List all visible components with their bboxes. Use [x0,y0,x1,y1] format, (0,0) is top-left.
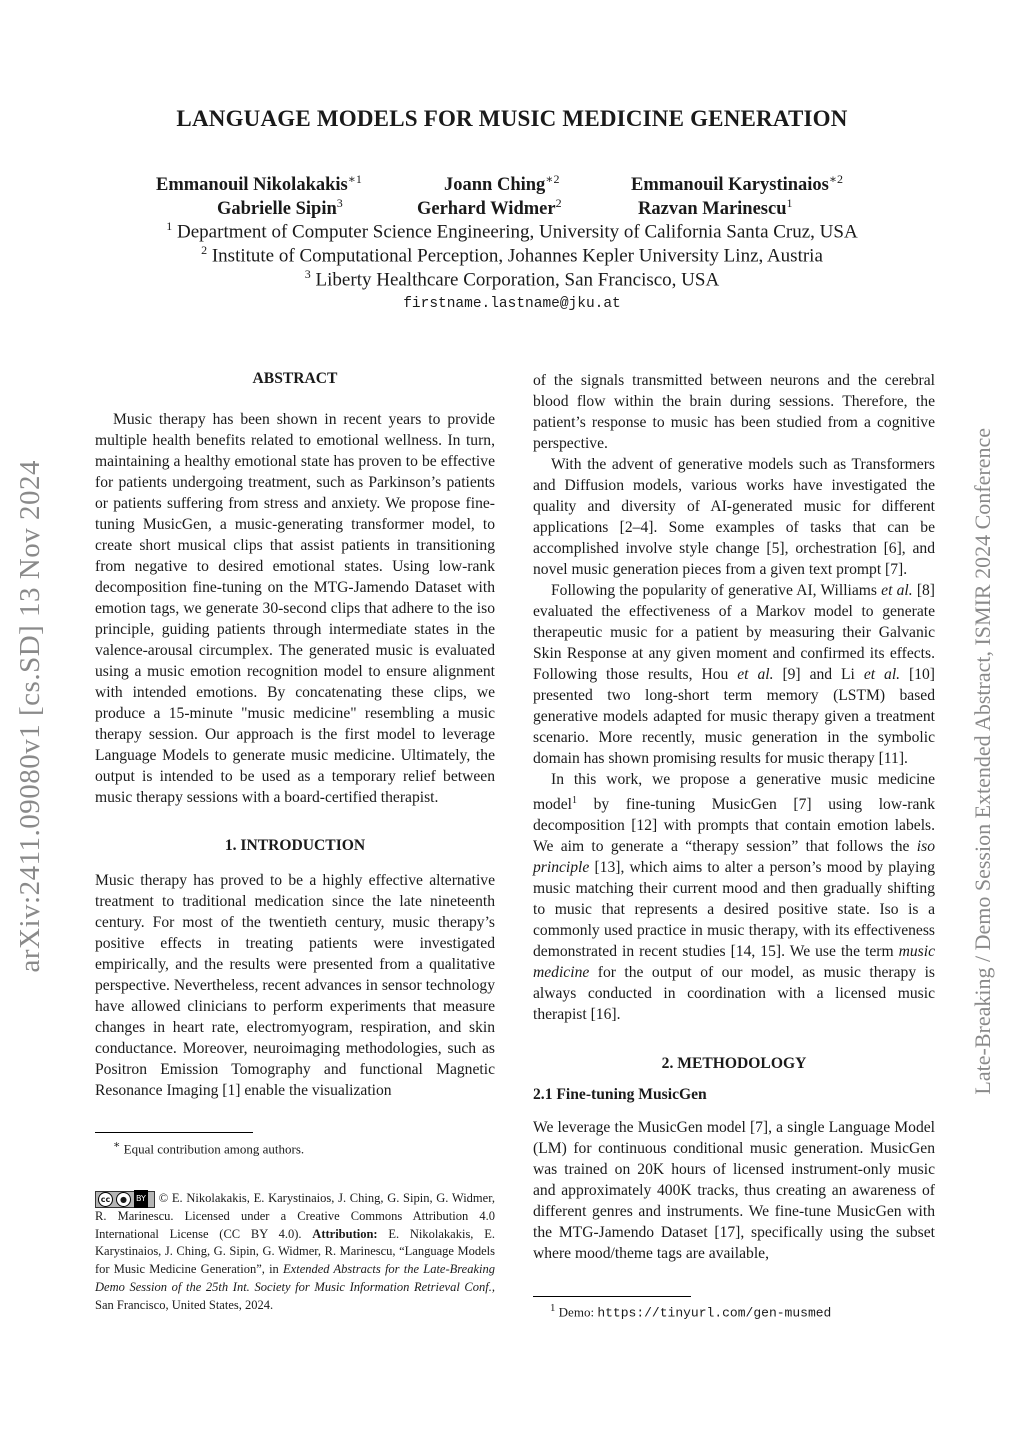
introduction-heading: 1. INTRODUCTION [224,837,366,854]
left-column [95,368,495,1101]
author [444,172,559,196]
footnote-mark: ∗ [113,1139,121,1151]
affiliation-text: Liberty Healthcare Corporation, San Francisco, USA [315,269,720,291]
author [638,196,793,220]
author-mark: ∗1 [347,172,362,186]
by-label: BY [134,1190,148,1208]
license-text: San Francisco, United States, 2024. [95,1297,274,1312]
license-block [95,1190,495,1315]
arxiv-stamp: arXiv:2411.09080v1 [cs.SD] 13 Nov 2024 [14,460,46,973]
author-mark: 3 [336,196,343,210]
paper-title: LANGUAGE MODELS FOR MUSIC MEDICINE GENERATION [176,106,848,131]
author [631,172,843,196]
author [417,196,562,220]
affiliation-number: 2 [201,243,208,257]
demo-link[interactable]: https://tinyurl.com/gen-musmed [597,1305,832,1321]
footnote-text: Demo: [555,1304,598,1320]
author-name: Emmanouil Nikolakakis [156,175,348,196]
subsection-heading: 2.1 Fine-tuning MusicGen [533,1086,707,1104]
author-mark: ∗2 [828,172,844,186]
abstract-heading: ABSTRACT [252,370,338,387]
introduction-paragraph: Following the popularity of generative AI, Williams et al. [8] evaluated the effectiveness of a Markov model to generate therapeutic music for a patient by measuring their Galvanic Skin Response at any given moment and confirmed its effects. Following those results, Hou et al. [9] and Li et al. [10] presented two long-short term memory (LSTM) based generative models adapted for music therapy given a treatment scenario. More recently, music generation in the symbolic domain has shown promising results for music therapy [11]. [533,582,935,767]
author-name: Emmanouil Karystinaios [631,175,829,196]
contact-email: firstname.lastname@jku.at [403,296,621,312]
footnote-rule [95,1132,253,1133]
author-name: Gerhard Widmer [417,199,556,220]
affiliation-text: Department of Computer Science Engineering, University of California Santa Cruz, USA [177,221,858,243]
author [156,172,362,196]
attribution-label: Attribution: [312,1226,378,1241]
license-venue: Extended Abstracts for the Late-Breaking Demo Session of the 25th Int. Society for Music Information Retrieval Conf., [95,1262,495,1294]
affiliation [0,243,1024,267]
methodology-paragraph: We leverage the MusicGen model [7], a single Language Model (LM) for continuous conditional music generation. MusicGen was trained on 20K hours of licensed instrument-only music and approximately 400K tracks, thus creating an awareness of different genres and instruments. We fine-tune MusicGen with the MTG-Jamendo Dataset [17], specifically using the subset where mood/theme tags are available, [533,1119,935,1263]
affiliation-number: 3 [304,267,311,281]
abstract-text: Music therapy has been shown in recent years to provide multiple health benefits related to emotional wellness. In turn, maintaining a healthy emotional state has proven to be effective for patients undergoing treatment, such as Parkinson’s patients or patients suffering from stress and anxiety. We propose fine-tuning MusicGen, a music-generating transformer model, to create short musical clips that assist patients in transitioning from negative to desired emotional states. Using low-rank decomposition fine-tuning on the MTG-Jamendo Dataset with emotion tags, we generate 30-second clips that adhere to the iso principle, guiding patients through intermediate states in the valence-arousal circumplex. The generated music is evaluated using a music emotion recognition model to ensure alignment with intended emotions. By concatenating these clips, we produce a 15-minute "music medicine" resembling a music therapy session. Our approach is the first model to leverage Language Models to generate music medicine. Ultimately, the output is intended to be used as a temporary relief between music therapy sessions with a board-certified therapist. [95,411,495,806]
introduction-paragraph: of the signals transmitted between neurons and the cerebral blood flow within the brain during sessions. Therefore, the patient’s response to music has been studied from a cognitive perspective. [533,372,935,452]
equal-contribution-footnote [113,1137,493,1157]
author-mark: 2 [555,196,562,210]
affiliation [0,267,1024,291]
footnote-mark: 1 [550,1302,556,1314]
by-person-icon: ● [116,1192,131,1207]
methodology-heading: 2. METHODOLOGY [661,1055,807,1073]
license-text: © E. Nikolakakis, E. Karystinaios, J. Ching, G. Sipin, G. Widmer, R. Marinescu. Licensed under a Creative Commons Attribution 4.0 International License (CC BY 4.0). [95,1191,495,1241]
affiliation-text: Institute of Computational Perception, Johannes Kepler University Linz, Austria [211,245,823,267]
introduction-paragraph: With the advent of generative models such as Transformers and Diffusion models, various works have investigated the quality and diversity of AI-generated music for different applications [2–4]. Some examples of tasks that can be accomplished involve style change [5], orchestration [6], and novel music generation pieces from a given text prompt [7]. [533,456,935,578]
footnote-ref[interactable]: 1 [571,795,577,806]
introduction-paragraph: Music therapy has proved to be a highly effective alternative treatment to traditional medication since the late nineteenth century. For most of the twentieth century, music therapy’s positive effects in treating patients were investigated empirically, and the results were presented from a qualitative perspective. Nevertheless, recent advances in sensor technology have allowed clinicians to perform experiments that measure changes in heart rate, electromyogram, respiration, and skin conductance. Moreover, neuroimaging methodologies, such as Positron Emission Tomography and functional Magnetic Resonance Imaging [1] enable the visualization [95,872,495,1099]
affiliation-number: 1 [166,219,173,233]
author-mark: 1 [786,196,793,210]
footnote-text: Equal contribution among authors. [120,1141,305,1157]
license-text: E. Nikolakakis, E. Karystinaios, J. Ching, G. Sipin, G. Widmer, R. Marinescu, “Language Models for Music Medicine Generation”, in [95,1226,495,1277]
author-name: Razvan Marinescu [638,199,787,220]
cc-icon: cc [98,1192,113,1207]
demo-footnote [550,1300,940,1321]
introduction-paragraph: In this work, we propose a generative music medicine model$^1$ by fine-tuning MusicGen [7] using low-rank decomposition [12] with prompts that contain emotion labels. We aim to generate a “therapy session” that follows the iso principle [13], which aims to alter a person’s mood by playing music matching their current mood and then gradually shifting to music that represents a desired positive state. Iso is a commonly used practice in music therapy, with its effectiveness demonstrated in recent studies [14, 15]. We use the term music medicine for the output of our model, as music therapy is always conducted in coordination with a licensed music therapist [16]. [533,771,935,1024]
conference-side-note: Late-Breaking / Demo Session Extended Abstract, ISMIR 2024 Conference [970,428,995,1095]
right-column [533,370,935,1264]
author [217,196,343,220]
author-mark: ∗2 [545,172,560,186]
author-name: Joann Ching [444,175,546,196]
cc-by-badge [95,1191,155,1208]
affiliation [0,219,1024,243]
author-name: Gabrielle Sipin [217,199,337,220]
footnote-rule [533,1296,691,1297]
